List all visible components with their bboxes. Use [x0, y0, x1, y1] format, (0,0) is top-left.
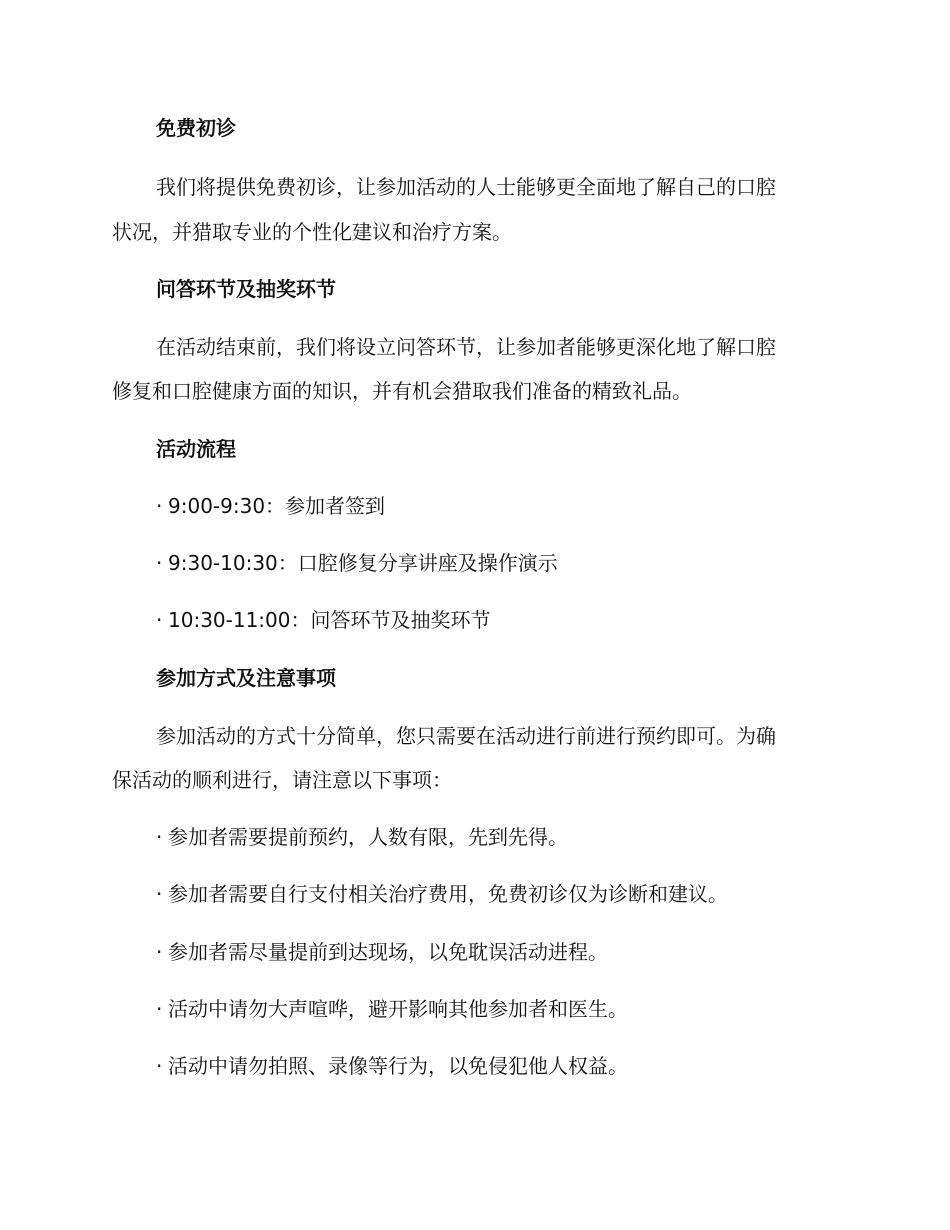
bullet-icon: ·: [156, 551, 163, 575]
participation-paragraph-line-2: 保活动的顺利进行，请注意以下事项：: [112, 768, 452, 792]
bullet-icon: ·: [156, 1054, 163, 1078]
bullet-icon: ·: [156, 997, 163, 1021]
notice-list-item: [156, 1052, 628, 1080]
notice-list-item: [156, 938, 608, 966]
schedule-item-text: 9:00-9:30：参加者签到: [168, 494, 386, 518]
schedule-item-text: 9:30-10:30：口腔修复分享讲座及操作演示: [168, 551, 558, 575]
qa-paragraph-line-2: 修复和口腔健康方面的知识，并有机会猎取我们准备的精致礼品。: [112, 379, 692, 403]
notice-item-text: 参加者需要提前预约，人数有限，先到先得。: [168, 825, 568, 849]
notice-list-item: [156, 880, 728, 908]
schedule-list-item: [156, 606, 491, 634]
bullet-icon: ·: [156, 608, 163, 632]
notice-item-text: 活动中请勿大声喧哗，避开影响其他参加者和医生。: [168, 997, 628, 1021]
bullet-icon: ·: [156, 882, 163, 906]
notice-item-text: 参加者需要自行支付相关治疗费用，免费初诊仅为诊断和建议。: [168, 882, 728, 906]
initial-consult-paragraph-line-1: 我们将提供免费初诊，让参加活动的人士能够更全面地了解自己的口腔: [156, 175, 776, 199]
qa-paragraph-line-1: 在活动结束前，我们将设立问答环节，让参加者能够更深化地了解口腔: [156, 335, 776, 359]
section-heading-initial-consult: 免费初诊: [156, 116, 236, 140]
notice-list-item: [156, 823, 568, 851]
notice-item-text: 参加者需尽量提前到达现场，以免耽误活动进程。: [168, 940, 608, 964]
schedule-list-item: [156, 549, 558, 577]
schedule-item-text: 10:30-11:00：问答环节及抽奖环节: [168, 608, 491, 632]
schedule-list-item: [156, 492, 385, 520]
bullet-icon: ·: [156, 940, 163, 964]
section-heading-qa: 问答环节及抽奖环节: [156, 277, 336, 301]
notice-item-text: 活动中请勿拍照、录像等行为，以免侵犯他人权益。: [168, 1054, 628, 1078]
bullet-icon: ·: [156, 494, 163, 518]
initial-consult-paragraph-line-2: 状况，并猎取专业的个性化建议和治疗方案。: [112, 220, 512, 244]
section-heading-participation: 参加方式及注意事项: [156, 666, 336, 690]
participation-paragraph-line-1: 参加活动的方式十分简单，您只需要在活动进行前进行预约即可。为确: [156, 724, 776, 748]
notice-list-item: [156, 995, 628, 1023]
bullet-icon: ·: [156, 825, 163, 849]
section-heading-schedule: 活动流程: [156, 437, 236, 461]
